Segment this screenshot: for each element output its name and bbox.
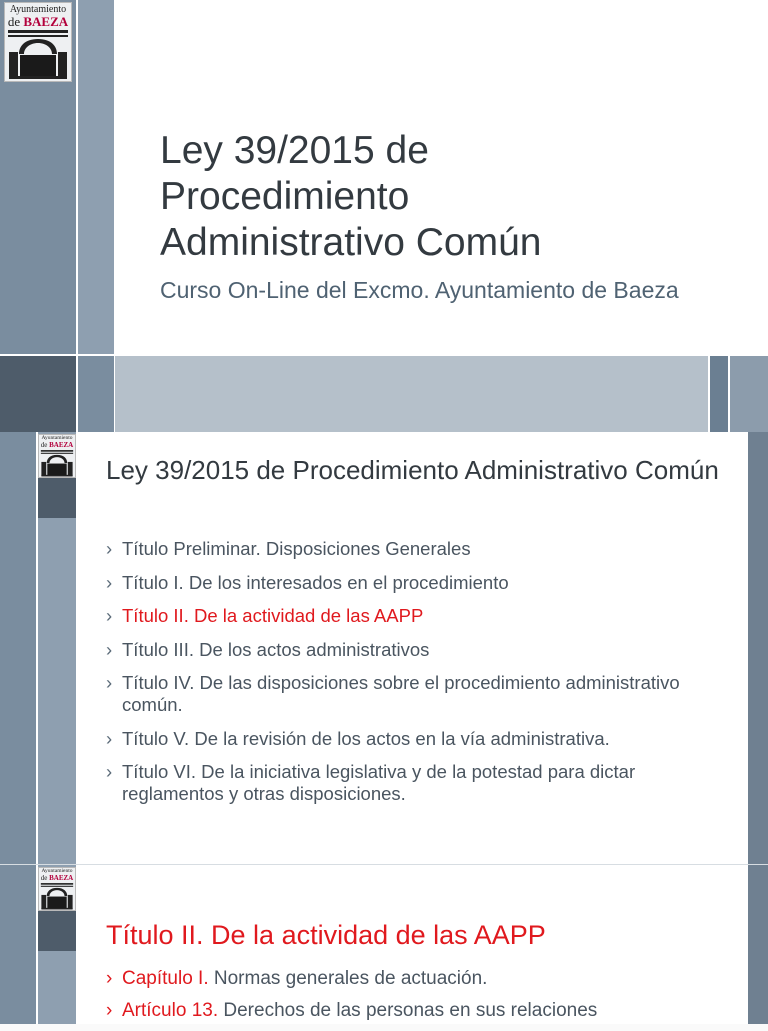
bullet-chevron-icon: › bbox=[106, 727, 113, 749]
title-slide bbox=[0, 0, 768, 432]
left-accent-bar-secondary bbox=[78, 0, 114, 354]
list-item bbox=[106, 967, 736, 991]
bottom-band-light bbox=[115, 356, 708, 432]
list-item bbox=[106, 538, 736, 560]
list-item-text: Título V. De la revisión de los actos en la vía administrativa. bbox=[122, 727, 610, 749]
building-arch-icon bbox=[5, 28, 71, 80]
logo-baeza: BAEZA bbox=[49, 873, 74, 882]
list-item-highlighted bbox=[106, 605, 736, 627]
title-line: Administrativo Común bbox=[160, 221, 542, 264]
logo-line2 bbox=[5, 15, 71, 28]
ayuntamiento-baeza-logo bbox=[38, 434, 76, 478]
section-slide bbox=[0, 865, 768, 1024]
left-accent-bar bbox=[0, 432, 36, 865]
bottom-band-right-dark bbox=[710, 356, 728, 432]
list-item-text: Título Preliminar. Disposiciones Generales bbox=[122, 538, 471, 559]
contents-slide bbox=[0, 432, 768, 865]
list-item-text: Derechos de las personas en sus relaciones bbox=[218, 1000, 598, 1021]
logo-baeza: BAEZA bbox=[23, 14, 69, 29]
left-accent-bar bbox=[0, 865, 36, 1024]
slide-heading: Ley 39/2015 de Procedimiento Administrativo Común bbox=[106, 455, 719, 485]
list-item-text: Título I. De los interesados en el procedimiento bbox=[122, 571, 509, 593]
list-item-label: Artículo 13. bbox=[122, 1000, 219, 1021]
left-accent-block bbox=[38, 911, 76, 951]
ayuntamiento-baeza-logo bbox=[38, 867, 76, 911]
logo-de: de bbox=[40, 440, 48, 449]
ayuntamiento-baeza-logo bbox=[4, 2, 72, 82]
logo-baeza: BAEZA bbox=[49, 440, 74, 449]
list-item-text: Título VI. De la iniciativa legislativa y de la potestad para dictar reglamentos y otras disposiciones. bbox=[122, 761, 636, 804]
section-list bbox=[106, 967, 736, 1031]
bottom-band-slate bbox=[78, 356, 114, 432]
bullet-chevron-icon: › bbox=[106, 605, 113, 626]
list-item-label: Capítulo I. bbox=[122, 968, 209, 989]
logo-line1: Ayuntamiento bbox=[9, 4, 67, 15]
list-item bbox=[106, 639, 736, 661]
bullet-chevron-icon: › bbox=[106, 761, 113, 782]
list-item bbox=[106, 761, 736, 805]
logo-de: de bbox=[7, 14, 21, 29]
title-line: Ley 39/2015 de bbox=[160, 129, 429, 172]
contents-list bbox=[106, 538, 736, 817]
building-arch-icon bbox=[39, 449, 75, 477]
list-item bbox=[106, 572, 736, 594]
slide-heading: Título II. De la actividad de las AAPP bbox=[106, 920, 546, 950]
logo-line2 bbox=[39, 442, 75, 449]
bullet-chevron-icon: › bbox=[106, 672, 113, 693]
list-item bbox=[106, 728, 736, 750]
left-accent-block bbox=[38, 478, 76, 518]
list-item bbox=[106, 672, 736, 716]
logo-line1: Ayuntamiento bbox=[41, 868, 73, 874]
title-line: Procedimiento bbox=[160, 175, 410, 218]
bullet-chevron-icon: › bbox=[106, 638, 113, 660]
bullet-chevron-icon: › bbox=[106, 968, 113, 989]
bullet-chevron-icon: › bbox=[106, 1000, 113, 1021]
list-item bbox=[106, 999, 736, 1023]
list-item-text: Título II. De la actividad de las AAPP bbox=[122, 605, 424, 626]
logo-line2 bbox=[39, 875, 75, 882]
list-item-text: Normas generales de actuación. bbox=[208, 968, 488, 989]
logo-line1: Ayuntamiento bbox=[41, 435, 73, 441]
slide-title bbox=[160, 128, 720, 266]
building-arch-icon bbox=[39, 882, 75, 910]
bullet-chevron-icon: › bbox=[106, 571, 113, 593]
bottom-band-dark bbox=[0, 356, 76, 432]
right-accent-bar bbox=[748, 432, 768, 865]
list-item-text: Título IV. De las disposiciones sobre el procedimiento administrativo común. bbox=[122, 672, 680, 715]
bullet-chevron-icon: › bbox=[106, 538, 113, 559]
bottom-band-right bbox=[730, 356, 768, 432]
list-item-text: Título III. De los actos administrativos bbox=[122, 638, 430, 660]
slide-subtitle: Curso On-Line del Excmo. Ayuntamiento de Baeza bbox=[160, 277, 679, 303]
right-accent-bar bbox=[748, 865, 768, 1024]
logo-de: de bbox=[40, 873, 48, 882]
